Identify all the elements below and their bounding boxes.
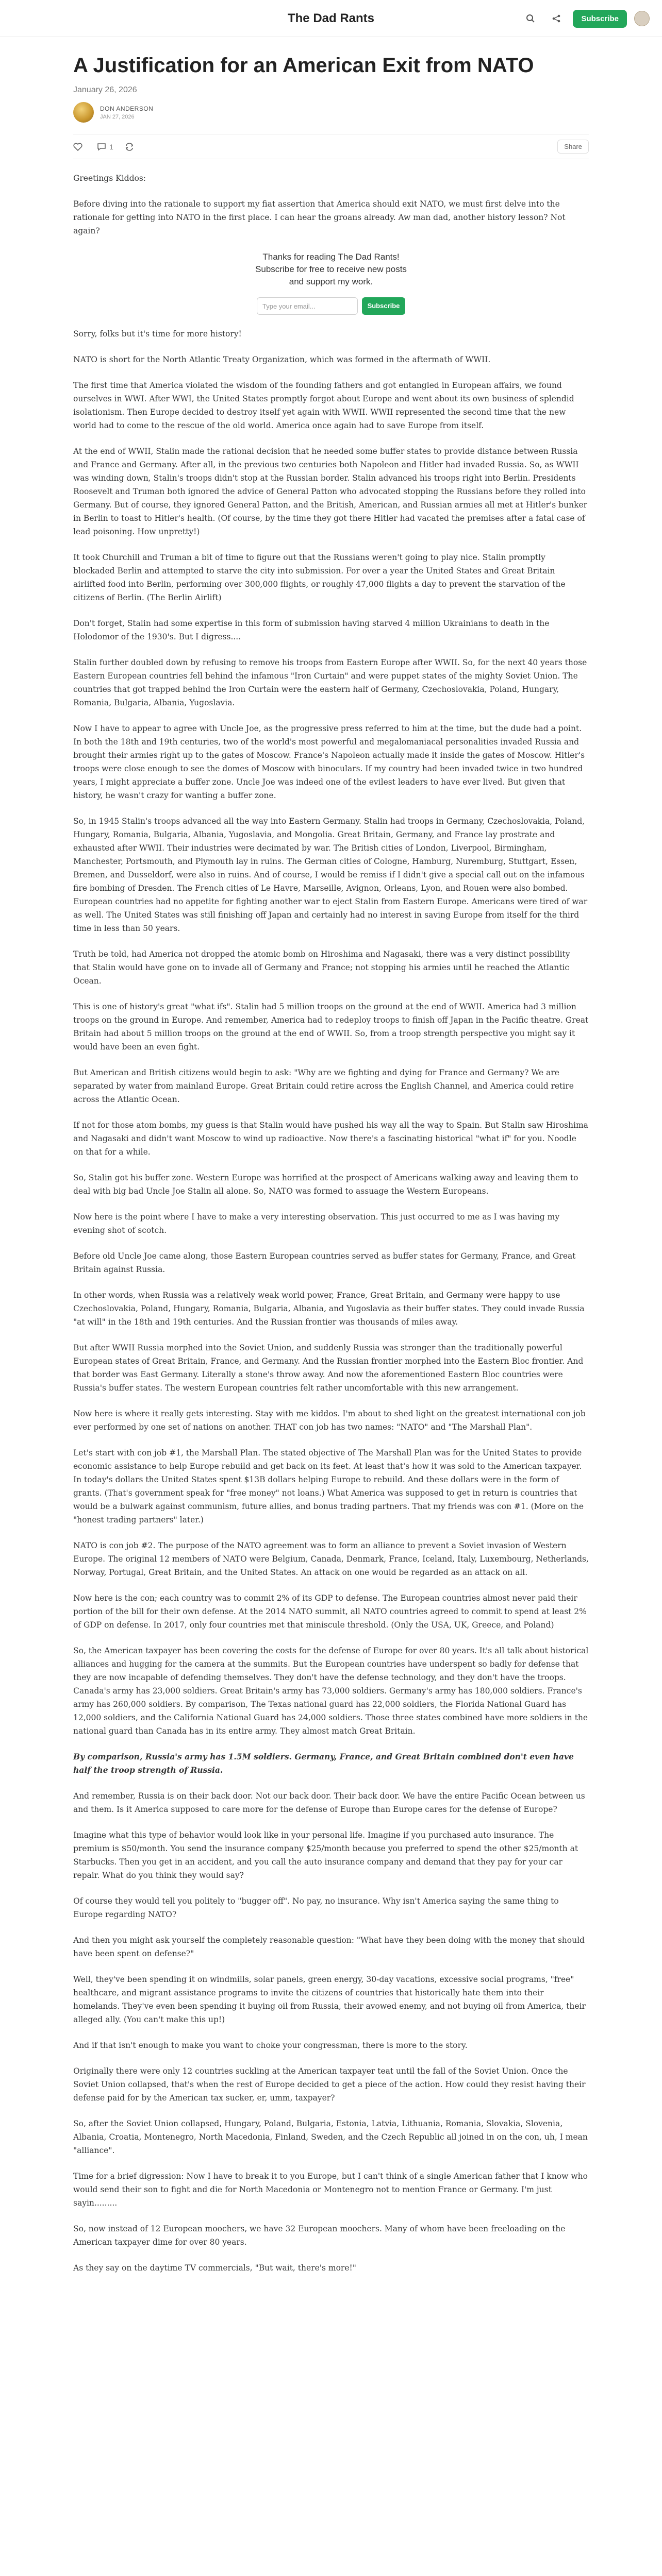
paragraph: If not for those atom bombs, my guess is that Stalin would have pushed his way all the way to Spain. But Stalin saw Hiroshima and Nagasaki and didn't want Moscow to wind up radioactive. Now there's a fascinating historical "what if" for you. Noodle on that for a while. (73, 1121, 588, 1157)
subscribe-button[interactable]: Subscribe (573, 10, 627, 28)
paragraph: Stalin further doubled down by refusing to remove his troops from Eastern Europe after WWII. So, for the next 40 years those Eastern European countries fell behind the infamous "Iron Curtain" and were puppet states of the mighty Soviet Union. The countries that got trapped behind the Iron Curtain were the eastern half of Germany, Czechoslovakia, Poland, Hungary, Romania, Bulgaria, Albania, Yugoslavia. (73, 658, 587, 707)
paragraph: Sorry, folks but it's time for more history! (73, 329, 242, 338)
top-bar (0, 0, 662, 37)
paragraph: But after WWII Russia morphed into the Soviet Union, and suddenly Russia was stronger than the traditionally powerful European states of Great Britain, France, and Germany. And the Russian frontier morphed into the Eastern Bloc frontier. And that border was East Germany. Literally a stone's throw away. And now the aforementioned Eastern Bloc countries were Russia's buffer states. The western European countries felt rather uncomfortable with this new arrangement. (73, 1343, 584, 1393)
paragraph: As they say on the daytime TV commercials, "But wait, there's more!" (73, 2263, 356, 2273)
article-title: A Justification for an American Exit from NATO (73, 54, 534, 77)
paragraph: NATO is short for the North Atlantic Treaty Organization, which was formed in the aftermath of WWII. (73, 355, 491, 364)
paragraph: Before old Uncle Joe came along, those Eastern European countries served as buffer states for Germany, France, and Great Britain against Russia. (73, 1251, 576, 1274)
heart-icon (73, 143, 82, 151)
restack-button[interactable] (125, 143, 137, 151)
paragraph: Now here is the con; each country was to commit 2% of its GDP to defense. The European countries almost never paid their portion of the bill for their own defense. At the 2014 NATO summit, all NATO countries agreed to commit to spend at least 2% of GDP on defense. In 2017, only four countries met that miniscule threshold. (Only the USA, UK, Greece, and Poland) (73, 1594, 587, 1630)
subscribe-line: and support my work. (289, 277, 373, 286)
article-body (73, 172, 589, 2275)
paragraph: Greetings Kiddos: (73, 174, 146, 183)
paragraph: Originally there were only 12 countries suckling at the American taxpayer teat until the fall of the Soviet Union. Once the Soviet Union collapsed, that's when the rest of Europe decided to get a piece of the action. How could they resist having their defense paid for by the American tax sucker, er, umm, taxpayer? (73, 2066, 586, 2103)
comment-button[interactable] (97, 143, 113, 151)
paragraph: Now here is where it really gets interesting. Stay with me kiddos. I'm about to shed light on the greatest international con job ever performed by one set of nations on another. THAT con job has two names: "NATO" and "The Marshall Plan". (73, 1409, 586, 1432)
like-button[interactable] (73, 143, 86, 151)
subscribe-submit-button[interactable]: Subscribe (362, 297, 405, 315)
comment-count: 1 (109, 142, 113, 151)
paragraph: Of course they would tell you politely to "bugger off". No pay, no insurance. Why isn't America saying the same thing to Europe regarding NATO? (73, 1896, 559, 1919)
paragraph: And remember, Russia is on their back door. Not our back door. Their back door. We have the entire Pacific Ocean between us and them. Is it America supposed to care more for the defense of Europe than Europe cares for the defense of Europe? (73, 1791, 585, 1814)
paragraph: It took Churchill and Truman a bit of time to figure out that the Russians weren't going to play nice. Stalin promptly blockaded Berlin and attempted to starve the city into submission. For over a year the United States and Great Britain airlifted food into Berlin, performing over 300,000 flights, or roughly 47,000 flights a day to prevent the starvation of the citizens of Berlin. (The Berlin Airlift) (73, 553, 566, 602)
article (73, 37, 589, 2275)
paragraph: Well, they've been spending it on windmills, solar panels, green energy, 30-day vacations, excessive social programs, "free" healthcare, and migrant assistance programs to invite the citizens of countries that historically hate them into their homelands. They've even been spending it buying oil from Russia, their avowed enemy, and not buying oil from America, their alleged ally. (You can't make this up!) (73, 1975, 586, 2024)
paragraph: The first time that America violated the wisdom of the founding fathers and got entangled in European affairs, we found ourselves in WWI. After WWI, the United States promptly forgot about Europe and went about its own business of splendid isolationism. Then Europe decided to destroy itself yet again with WWII. WWII represented the second time that the new world had to come to the rescue of the old world. America once again had to save Europe from itself. (73, 381, 574, 430)
paragraph: And if that isn't enough to make you want to choke your congressman, there is more to the story. (73, 2041, 468, 2050)
paragraph: At the end of WWII, Stalin made the rational decision that he needed some buffer states to provide distance between Russia and France and Germany. After all, in the previous two centuries both Napoleon and Hitler had invaded Russia. So, as WWII was winding down, Stalin's troops didn't stop at the Russian border. Stalin advanced his troops right into Berlin. Presidents Roosevelt and Truman both ignored the advice of General Patton who advocated stopping the Russians before they rolled into Germany. But of course, they ignored General Patton, and the British, American, and Russian armies all met at Hitler's bunker in Berlin to toast to Hitler's health. (Of course, by the time they got there Hitler had vacated the premises after a fatal case of lead poisoning. How unpretty!) (73, 447, 588, 536)
paragraph: Let's start with con job #1, the Marshall Plan. The stated objective of The Marshall Plan was for the United States to provide economic assistance to help Europe rebuild and get back on its feet. At least that's how it was sold to the American taxpayer. In today's dollars the United States spent $13B dollars helping Europe to rebuild. And these dollars were in the form of grants. (That's government speak for "free money" not loans.) What America was supposed to get in return is countries that would be a bulwark against communism, future allies, and bonus trading partners. That my friends was con #1. (More on the "honest trading partners" later.) (73, 1448, 584, 1524)
publication-name[interactable]: The Dad Rants (287, 11, 375, 25)
user-avatar[interactable] (634, 11, 650, 26)
subscribe-line: Subscribe for free to receive new posts (255, 264, 407, 274)
share-button[interactable]: Share (557, 140, 589, 154)
author-avatar[interactable] (73, 102, 94, 123)
paragraph: Truth be told, had America not dropped the atomic bomb on Hiroshima and Nagasaki, there was a very distinct possibility that Stalin would have gone on to invade all of Germany and France; not stopping his armies until he reached the Atlantic Ocean. (73, 950, 570, 986)
header-actions (521, 9, 650, 28)
subscribe-form (257, 297, 405, 315)
author-name[interactable]: DON ANDERSON (100, 105, 154, 112)
paragraph: So, in 1945 Stalin's troops advanced all the way into Eastern Germany. Stalin had troops in Germany, Czechoslovakia, Poland, Hungary, Romania, Bulgaria, Albania, Yugoslavia, and Mongolia. Great Britain, Germany, and France lay prostrate and exhausted after WWII. Their industries were decimated by war. The British cities of London, Liverpool, Birmingham, Manchester, Portsmouth, and Plymouth lay in ruins. The German cities of Cologne, Hamburg, Nuremburg, Stuttgart, Essen, Bremen, and Dusseldorf, were also in ruins. And of course, I would be remiss if I didn't give a special call out on the infamous fire bombing of Dresden. The French cities of Le Havre, Marseille, Avignon, Orleans, Lyon, and Rouen were also bombed. European countries had no appetite for fighting another war to eject Stalin from Eastern Europe. Americans were tired of war as well. The United States was still finishing off Japan and certainly had no interest in saving Europe from itself for the third time in less than 50 years. (73, 817, 588, 933)
article-date: January 26, 2026 (73, 86, 137, 94)
author-meta (100, 105, 153, 120)
paragraph: So, Stalin got his buffer zone. Western Europe was horrified at the prospect of Americans walking away and leaving them to deal with big bad Uncle Joe Stalin all alone. So, NATO was formed to assuage the Western Europeans. (73, 1173, 578, 1196)
paragraph: So, after the Soviet Union collapsed, Hungary, Poland, Bulgaria, Estonia, Latvia, Lithuania, Romania, Slovakia, Slovenia, Albania, Croatia, Montenegro, North Macedonia, Finland, Sweden, and the Czech Republic all joined in on the con, uh, I mean "alliance". (73, 2119, 588, 2155)
paragraph: So, the American taxpayer has been covering the costs for the defense of Europe for over 80 years. It's all talk about historical alliances and hugging for the camera at the summits. But the European countries have underspent so badly for defense that they are now incapable of defending themselves. They don't have the defense technology, and they don't have the troops. Canada's army has 23,000 soldiers. Great Britain's army has 73,000 soldiers. Germany's army has 180,000 soldiers. France's army has 260,000 soldiers. By comparison, The Texas national guard has 22,000 soldiers, the Florida National Guard has 12,000 soldiers, and the California National Guard has 24,000 soldiers. Those three states combined have more soldiers in the national guard than Canada has in its entire army. They almost match Great Britain. (73, 1646, 589, 1736)
paragraph: Imagine what this type of behavior would look like in your personal life. Imagine if you purchased auto insurance. The premium is $50/month. You send the insurance company $25/month because you preferred to spend the other $25/month at Starbucks. Then you get in an accident, and you call the auto insurance company and demand that they pay for your car repair. What do you think they would say? (73, 1831, 578, 1880)
paragraph: But American and British citizens would begin to ask: "Why are we fighting and dying for France and Germany? We are separated by water from mainland Europe. Great Britain could retire across the English Channel, and America could retire across the Atlantic Ocean. (73, 1068, 574, 1104)
paragraph: Now I have to appear to agree with Uncle Joe, as the progressive press referred to him at the time, but the dude had a point. In both the 18th and 19th centuries, two of the world's most powerful and megalomaniacal personalities invaded Russia and brought their armies right up to the gates of Moscow. France's Napoleon actually made it inside the gates of Moscow. Hitler's troops were close enough to see the domes of Moscow with binoculars. If my country had been invaded twice in two hundred years, I might appreciate a buffer zone. Uncle Joe was indeed one of the evilest leaders to have ever lived. But given that history, he wasn't crazy for wanting a buffer zone. (73, 724, 585, 800)
subscribe-widget (73, 251, 589, 315)
paragraph: This is one of history's great "what ifs". Stalin had 5 million troops on the ground at the end of WWII. America had 3 million troops on the ground in Europe. And remember, America had to redeploy troops to finish off Japan in the Pacific theatre. Great Britain had about 5 million troops on the ground at the end of WWII. So, from a troop strength perspective you might say it would have been an even fight. (73, 1002, 589, 1052)
email-input[interactable]: Type your email... (257, 297, 358, 315)
paragraph: So, now instead of 12 European moochers, we have 32 European moochers. Many of whom have been freeloading on the American taxpayer dime for over 80 years. (73, 2224, 566, 2247)
restack-icon (125, 143, 134, 151)
comment-icon (97, 143, 106, 151)
author-byline (73, 102, 589, 123)
paragraph: In other words, when Russia was a relatively weak world power, France, Great Britain, and Germany were happy to use Czechoslovakia, Poland, Hungary, Romania, Bulgaria, Albania, and Yugoslavia as their buffer states. They could invade Russia "at will" in the 18th and 19th centuries. And the Russian frontier was thousands of miles away. (73, 1291, 585, 1327)
paragraph: And then you might ask yourself the completely reasonable question: "What have they been doing with the money that should have been spent on defense?" (73, 1936, 585, 1958)
paragraph: Time for a brief digression: Now I have to break it to you Europe, but I can't think of a single American father that I know who would send their son to fight and die for North Macedonia or Montenegro not to mention France or Germany. I'm just sayin......... (73, 2172, 588, 2208)
paragraph: NATO is con job #2. The purpose of the NATO agreement was to form an alliance to prevent a Soviet invasion of Western Europe. The original 12 members of NATO were Belgium, Canada, Denmark, France, Iceland, Italy, Luxembourg, Netherlands, Norway, Portugal, Great Britain, and the United States. An attack on one would be regarded as an attack on all. (73, 1541, 589, 1577)
paragraph: Don't forget, Stalin had some expertise in this form of submission having starved 4 million Ukrainians to death in the Holodomor of the 1930's. But I digress.... (73, 619, 550, 641)
paragraph: Before diving into the rationale to support my fiat assertion that America should exit NATO, we must first delve into the rationale for getting into NATO in the first place. I can hear the groans already. Aw man dad, another history lesson? Not again? (73, 199, 566, 235)
post-actions (73, 134, 589, 159)
search-icon[interactable] (521, 9, 540, 28)
share-icon[interactable] (547, 9, 566, 28)
author-post-date: JAN 27, 2026 (100, 113, 135, 120)
paragraph: Now here is the point where I have to make a very interesting observation. This just occurred to me as I was having my evening shot of scotch. (73, 1212, 560, 1235)
paragraph: By comparison, Russia's army has 1.5M soldiers. Germany, France, and Great Britain combined don't even have half the troop strength of Russia. (73, 1752, 574, 1775)
subscribe-line: Thanks for reading The Dad Rants! (262, 252, 400, 262)
